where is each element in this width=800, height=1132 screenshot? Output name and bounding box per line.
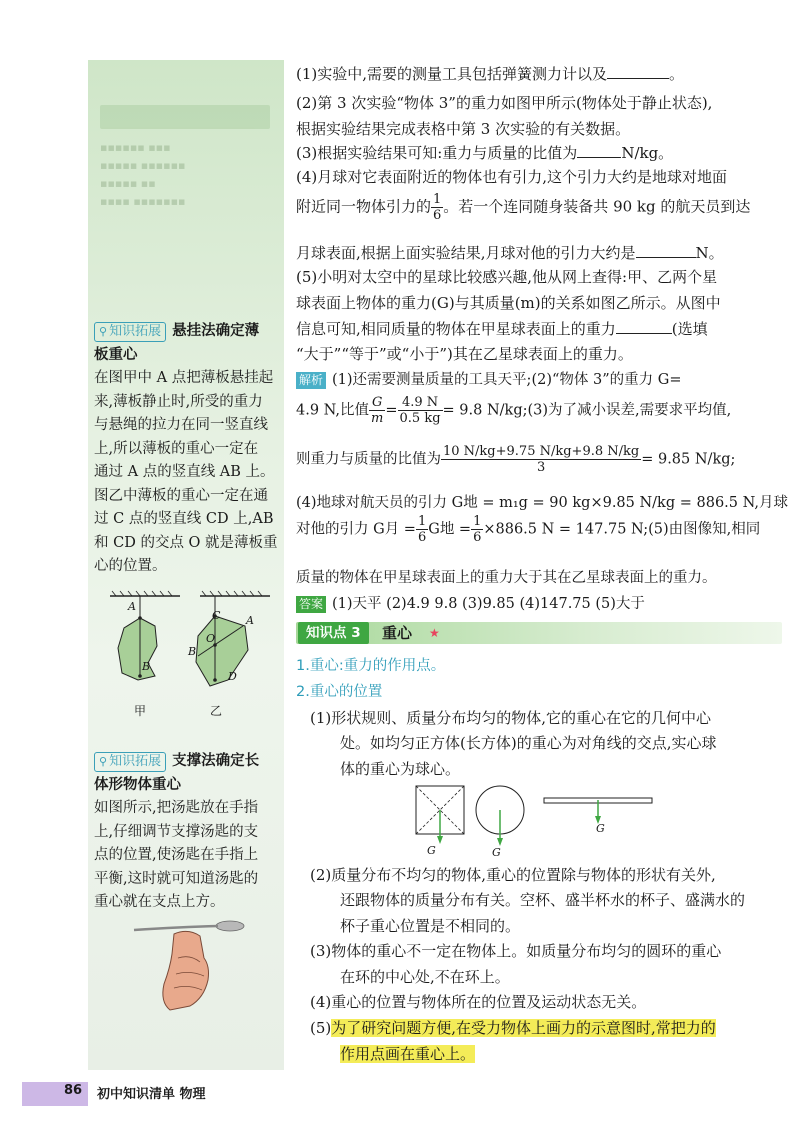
label-A: A bbox=[128, 600, 136, 613]
fraction: $\frac{1}{6}$ bbox=[433, 192, 442, 223]
answer-blank bbox=[636, 243, 696, 258]
label-O: O bbox=[206, 632, 216, 645]
knowledge-extension-tag: ⚲ 知识拓展 bbox=[94, 752, 166, 772]
question-2b: 根据实验结果完成表格中第 3 次实验的有关数据。 bbox=[296, 120, 631, 138]
figure-label-yi: 乙 bbox=[210, 704, 223, 718]
sidebar-line: 如图所示,把汤匙放在手指 bbox=[94, 800, 259, 816]
question-5c: 信息可知,相同质量的物体在甲星球表面上的重力 (选填 bbox=[296, 320, 708, 338]
sidebar-line: 图乙中薄板的重心一定在通 bbox=[94, 487, 268, 504]
point-3b: 在环的中心处,不在环上。 bbox=[340, 968, 510, 986]
question-4b: 附近同一物体引力的 $\frac{1}{6}$ 。若一个连同随身装备共 90 kg 的航天员到达 bbox=[296, 192, 751, 223]
sidebar-line: 上,所以薄板的重心一定在 bbox=[94, 440, 259, 457]
sidebar-hanging-method bbox=[94, 320, 284, 579]
sidebar-line: 点的位置,使汤匙在手指上 bbox=[94, 847, 259, 863]
label-B2: B bbox=[188, 645, 197, 658]
point-2b: 还跟物体的质量分布有关。空杯、盛半杯水的杯子、盛满水的 bbox=[340, 891, 746, 909]
fraction: $\frac{1}{6}$ bbox=[473, 514, 482, 545]
fraction: $\frac{10 N/kg+9.75 N/kg+9.8 N/kg}{3}$ bbox=[443, 444, 640, 475]
question-5b: 球表面上物体的重力(G)与其质量(m)的关系如图乙所示。从图中 bbox=[296, 294, 721, 312]
sidebar-line: 在图甲中 A 点把薄板悬挂起 bbox=[94, 370, 274, 386]
sidebar-line: 重心就在支点上方。 bbox=[94, 894, 225, 910]
fraction: $\frac{1}{6}$ bbox=[417, 514, 427, 545]
knowledge-point-title: 重心 bbox=[382, 624, 413, 642]
answer-blank bbox=[577, 143, 621, 158]
gravity-label: G bbox=[492, 846, 501, 859]
question-4a: (4)月球对它表面附近的物体也有引力,这个引力大约是地球对地面 bbox=[296, 168, 728, 186]
gravity-label: G bbox=[596, 822, 605, 835]
fraction: $\frac{4.9 N}{0.5 kg}$ bbox=[399, 395, 441, 426]
sidebar-heading-cont: 体形物体重心 bbox=[94, 776, 181, 793]
label-D: D bbox=[228, 670, 237, 683]
sidebar-line: 与悬绳的拉力在同一竖直线 bbox=[94, 417, 268, 433]
sidebar-line: 通过 A 点的竖直线 AB 上。 bbox=[94, 464, 275, 480]
sidebar-line: 和 CD 的交点 O 就是薄板重 bbox=[94, 534, 278, 551]
knowledge-point-tag: 知识点 3 bbox=[298, 622, 369, 644]
point-2c: 杯子重心位置是不相同的。 bbox=[340, 917, 521, 935]
knowledge-extension-tag: ⚲ 知识拓展 bbox=[94, 322, 166, 342]
search-icon: ⚲ bbox=[99, 325, 108, 338]
spoon-on-finger-illustration bbox=[130, 918, 260, 1018]
label-B: B bbox=[142, 660, 151, 673]
answer-blank bbox=[607, 64, 669, 79]
label-C: C bbox=[212, 609, 221, 622]
point-2a: (2)质量分布不均匀的物体,重心的位置除与物体的形状有关外, bbox=[310, 866, 716, 884]
section-title: 2.重心的位置 bbox=[296, 684, 383, 700]
analysis-line-6: 质量的物体在甲星球表面上的重力大于其在乙星球表面上的重力。 bbox=[296, 570, 717, 586]
analysis-line-3: 则重力与质量的比值为 $\frac{10 N/kg+9.75 N/kg+9.8 N/kg}{3}$ = 9.85 N/kg; bbox=[296, 444, 736, 475]
point-1b: 处。如均匀正方体(长方体)的重心为对角线的交点,实心球 bbox=[340, 734, 717, 752]
sidebar-line: 过 C 点的竖直线 CD 上,AB bbox=[94, 511, 274, 527]
answer-label: 答案 bbox=[296, 596, 326, 613]
analysis-line-5: 对他的引力 G月 = $\frac{1}{6}$ G地 = $\frac{1}{6}$ ×886.5 N = 147.75 N;(5)由图像知,相同 bbox=[296, 514, 761, 545]
sidebar-support-method bbox=[94, 750, 284, 915]
sidebar-heading-cont: 板重心 bbox=[94, 346, 138, 363]
question-4c: 月球表面,根据上面实验结果,月球对他的引力大约是 N。 bbox=[296, 244, 724, 262]
question-5d: “大于”“等于”或“小于”)其在乙星球表面上的重力。 bbox=[296, 345, 633, 363]
sidebar-line: 上,仔细调节支撑汤匙的支 bbox=[94, 823, 259, 840]
star-icon: ★ bbox=[429, 626, 440, 640]
definition: 1.重心:重力的作用点。 bbox=[296, 658, 446, 674]
analysis-line-4: (4)地球对航天员的引力 G地 = m₁g = 90 kg×9.85 N/kg = 886.5 N,月球 bbox=[296, 495, 788, 511]
fraction: $\frac{G}{m}$ bbox=[371, 395, 384, 426]
figure-label-jia: 甲 bbox=[134, 704, 147, 718]
sidebar-line: 心的位置。 bbox=[94, 558, 167, 574]
point-5a: (5)为了研究问题方便,在受力物体上画力的示意图时,常把力的 bbox=[310, 1019, 716, 1037]
analysis-line-2: 4.9 N,比值 $\frac{G}{m}$ = $\frac{4.9 N}{0.5 kg}$ = 9.8 N/kg;(3)为了减小误差,需要求平均值, bbox=[296, 395, 732, 426]
analysis-label: 解析 bbox=[296, 372, 326, 389]
answer-blank bbox=[616, 319, 672, 334]
label-A2: A bbox=[246, 614, 254, 627]
faded-sidebar-decoration: ▪▪▪▪▪▪ ▪▪▪ ▪▪▪▪▪ ▪▪▪▪▪▪ ▪▪▪▪▪ ▪▪ ▪▪▪▪ ▪▪▪▪▪▪▪ bbox=[100, 105, 270, 215]
question-2a: (2)第 3 次实验“物体 3”的重力如图甲所示(物体处于静止状态), bbox=[296, 94, 713, 112]
sidebar-line: 来,薄板静止时,所受的重力 bbox=[94, 393, 263, 410]
sidebar-line: 平衡,这时就可知道汤匙的 bbox=[94, 870, 259, 887]
center-of-gravity-figure bbox=[412, 782, 672, 860]
book-title: 初中知识清单 物理 bbox=[97, 1087, 206, 1102]
page-number: 86 bbox=[64, 1083, 83, 1098]
point-1c: 体的重心为球心。 bbox=[340, 760, 461, 778]
main-column bbox=[296, 0, 788, 1132]
answer-line: 答案 (1)天平 (2)4.9 9.8 (3)9.85 (4)147.75 (5)大于 bbox=[296, 592, 645, 613]
question-3: (3)根据实验结果可知:重力与质量的比值为 N/kg。 bbox=[296, 144, 674, 162]
question-5a: (5)小明对太空中的星球比较感兴趣,他从网上查得:甲、乙两个星 bbox=[296, 268, 718, 286]
sidebar-heading: ⚲ 知识拓展 悬挂法确定薄 bbox=[94, 320, 284, 344]
point-5b: 作用点画在重心上。 bbox=[340, 1045, 476, 1063]
question-1: (1)实验中,需要的测量工具包括弹簧测力计以及 。 bbox=[296, 65, 685, 83]
search-icon: ⚲ bbox=[99, 755, 108, 768]
point-1a: (1)形状规则、质量分布均匀的物体,它的重心在它的几何中心 bbox=[310, 709, 712, 727]
analysis-line-1: 解析 (1)还需要测量质量的工具天平;(2)“物体 3”的重力 G= bbox=[296, 368, 681, 389]
sidebar-heading: ⚲ 知识拓展 支撑法确定长 bbox=[94, 750, 284, 774]
point-3a: (3)物体的重心不一定在物体上。如质量分布均匀的圆环的重心 bbox=[310, 942, 722, 960]
gravity-label: G bbox=[427, 844, 436, 857]
knowledge-point-bar bbox=[296, 622, 782, 644]
point-4: (4)重心的位置与物体所在的位置及运动状态无关。 bbox=[310, 993, 647, 1011]
